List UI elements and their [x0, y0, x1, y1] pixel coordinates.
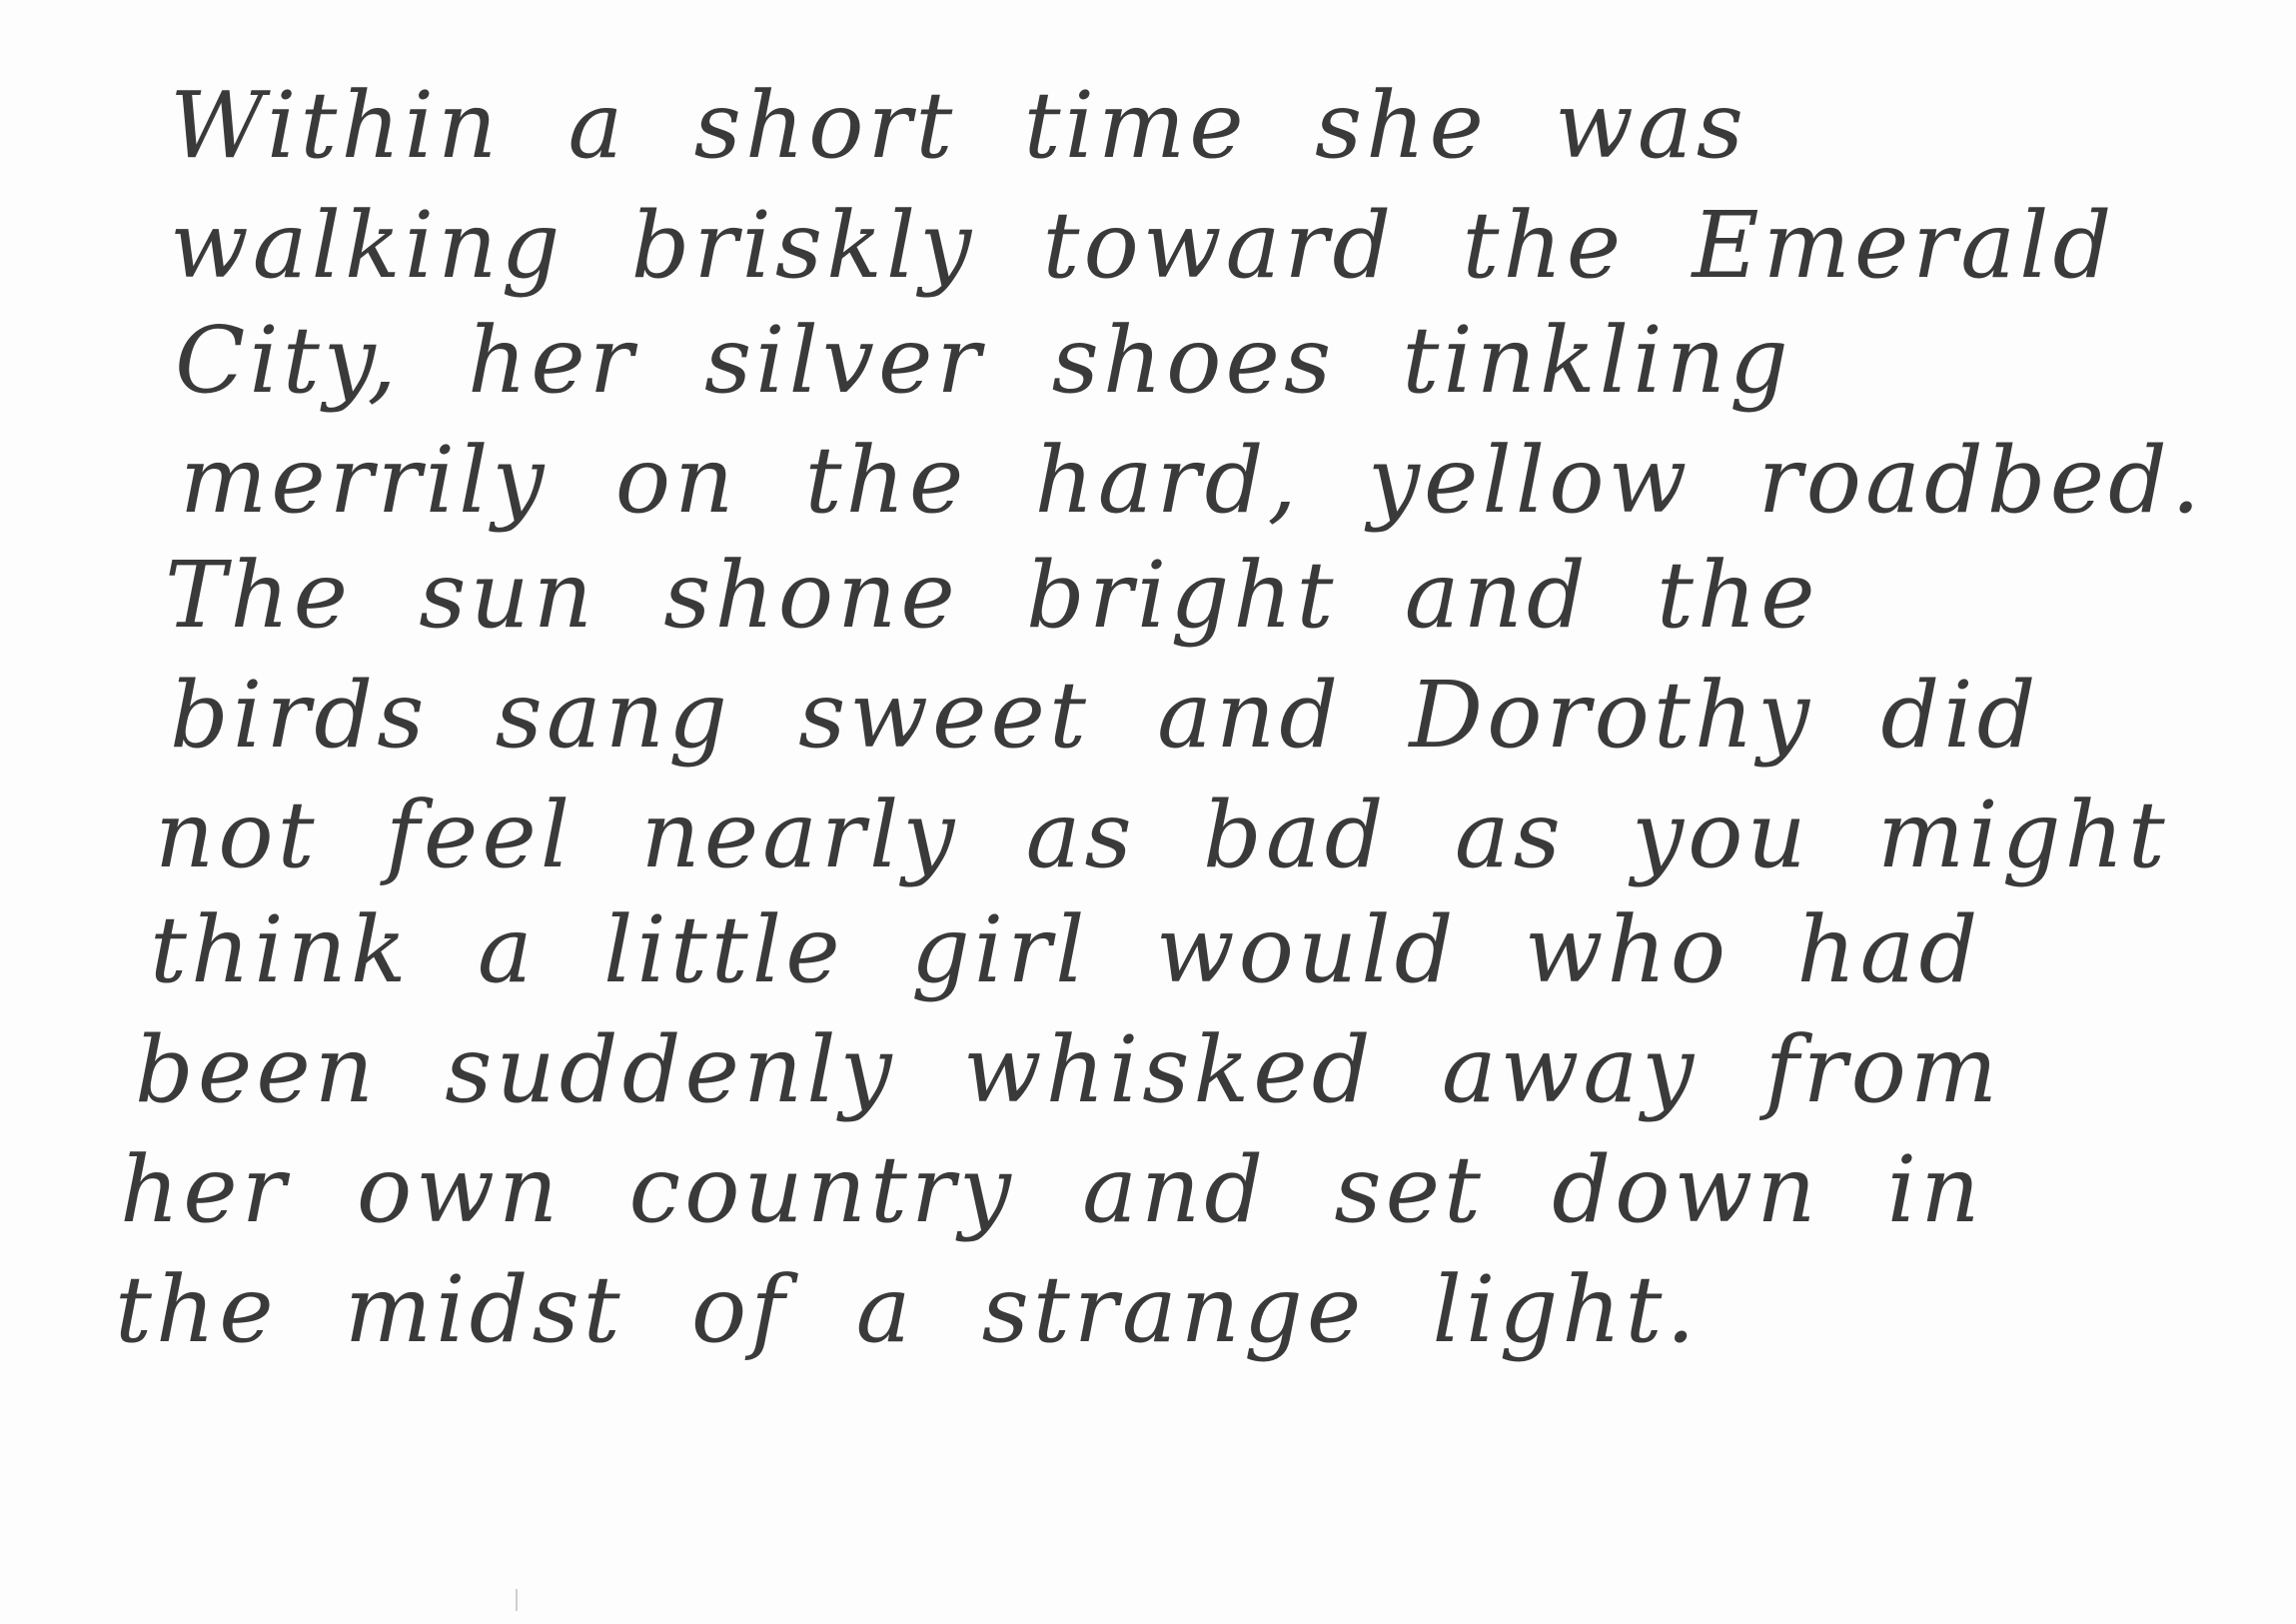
text-line-4: merrily on the hard, yellow roadbed.	[180, 427, 2205, 534]
text-line-11: the midst of a strange light.	[115, 1256, 1700, 1363]
text-line-6: birds sang sweet and Dorothy did	[170, 662, 2040, 769]
text-line-7: not feel nearly as bad as you might	[155, 782, 2169, 888]
paper-speck	[516, 1589, 518, 1611]
text-line-3: City, her silver shoes tinkling	[175, 307, 1792, 414]
text-line-5: The sun shone bright and the	[165, 542, 1819, 649]
text-line-10: her own country and set down in	[120, 1136, 1984, 1243]
text-line-9: been suddenly whisked away from	[135, 1016, 2002, 1123]
text-line-1: Within a short time she was	[170, 72, 1747, 179]
text-line-8: think a little girl would who had	[150, 896, 1982, 1003]
text-line-2: walking briskly toward the Emerald	[170, 192, 2116, 299]
